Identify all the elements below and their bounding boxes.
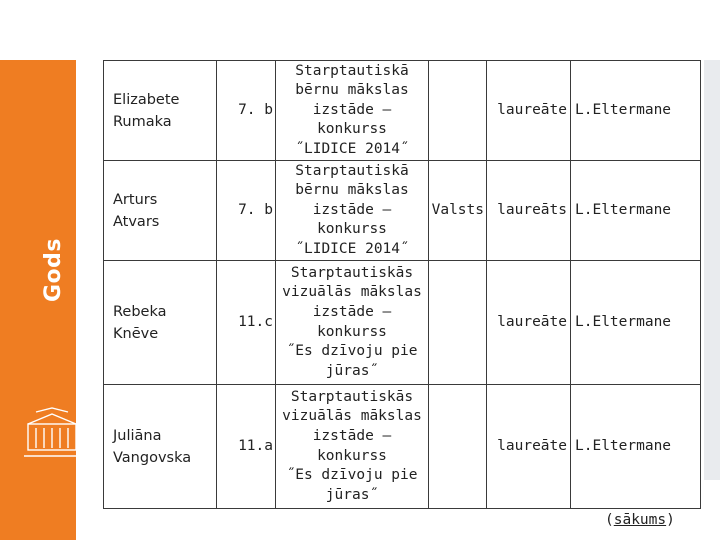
competition-line: vizuālās mākslas xyxy=(282,284,422,301)
student-name-cell xyxy=(104,385,217,509)
back-link-wrapper xyxy=(605,512,675,528)
right-edge-band xyxy=(704,60,720,480)
competition-cell xyxy=(276,61,429,161)
class-cell: 11.c xyxy=(217,261,276,385)
back-link-close-paren: ) xyxy=(666,512,675,528)
competition-cell xyxy=(276,261,429,385)
competition-line: ˝LIDICE 2014˝ xyxy=(295,140,409,157)
university-building-crest-icon xyxy=(22,406,82,466)
competition-line: Starptautiskās xyxy=(290,388,414,405)
student-first-name: Elizabete xyxy=(113,91,180,108)
table-row xyxy=(104,61,701,161)
competition-line: Starptautiskā xyxy=(295,162,409,179)
competition-line: ˝LIDICE 2014˝ xyxy=(295,240,409,257)
table-row xyxy=(104,161,701,261)
student-last-name: Atvars xyxy=(113,213,160,230)
teacher-cell: L.Eltermane xyxy=(571,161,701,261)
table-row xyxy=(104,385,701,509)
competition-line: bērnu mākslas xyxy=(295,82,409,99)
competition-line: jūras˝ xyxy=(325,486,379,503)
sidebar-title: Gods xyxy=(41,237,66,302)
competition-cell xyxy=(276,161,429,261)
student-first-name: Rebeka xyxy=(113,303,167,320)
title-cell: laureāte xyxy=(487,261,571,385)
title-cell: laureāte xyxy=(487,61,571,161)
country-cell xyxy=(429,261,487,385)
student-first-name: Juliāna xyxy=(113,427,162,444)
country-cell xyxy=(429,385,487,509)
competition-line: jūras˝ xyxy=(325,362,379,379)
student-first-name: Arturs xyxy=(113,191,158,208)
student-last-name: Rumaka xyxy=(113,113,172,130)
teacher-cell: L.Eltermane xyxy=(571,261,701,385)
class-cell: 7. b xyxy=(217,61,276,161)
teacher-cell: L.Eltermane xyxy=(571,385,701,509)
country-cell xyxy=(429,61,487,161)
competition-line: ˝Es dzīvoju pie xyxy=(286,343,418,360)
competition-line: ˝Es dzīvoju pie xyxy=(286,467,418,484)
title-cell: laureāte xyxy=(487,385,571,509)
competition-line: izstāde – konkurss xyxy=(312,427,392,464)
teacher-cell: L.Eltermane xyxy=(571,61,701,161)
title-cell: laureāts xyxy=(487,161,571,261)
competition-line: izstāde – konkurss xyxy=(312,101,392,138)
class-cell: 7. b xyxy=(217,161,276,261)
competition-line: bērnu mākslas xyxy=(295,182,409,199)
back-link-open-paren: ( xyxy=(605,512,614,528)
competition-line: izstāde – konkurss xyxy=(312,201,392,238)
home-link[interactable]: sākums xyxy=(613,512,667,528)
student-name-cell xyxy=(104,161,217,261)
country-cell: Valsts xyxy=(429,161,487,261)
student-last-name: Vangovska xyxy=(113,449,192,466)
competition-line: Starptautiskā xyxy=(295,62,409,79)
competition-cell xyxy=(276,385,429,509)
competition-line: Starptautiskās xyxy=(290,264,414,281)
awards-table xyxy=(103,60,701,509)
student-last-name: Knēve xyxy=(113,325,159,342)
competition-line: izstāde – konkurss xyxy=(312,303,392,340)
student-name-cell xyxy=(104,261,217,385)
class-cell: 11.a xyxy=(217,385,276,509)
competition-line: vizuālās mākslas xyxy=(282,408,422,425)
table-row xyxy=(104,261,701,385)
student-name-cell xyxy=(104,61,217,161)
